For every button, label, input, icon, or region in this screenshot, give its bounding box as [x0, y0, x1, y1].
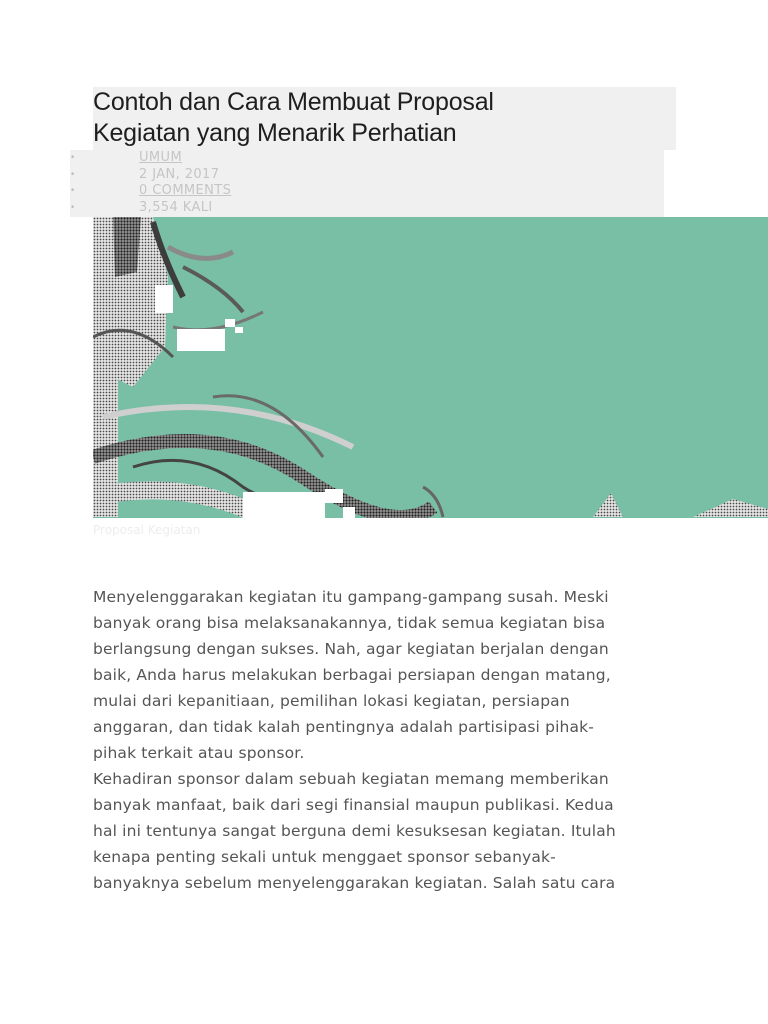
paragraph-line: anggaran, dan tidak kalah pentingnya adalah partisipasi pihak-	[93, 718, 595, 736]
image-caption: Proposal Kegiatan	[93, 523, 201, 537]
meta-item-comments	[70, 183, 664, 200]
article-title-block	[93, 87, 676, 150]
meta-item-category	[70, 150, 664, 167]
paragraph-line: banyak manfaat, baik dari segi finansial maupun publikasi. Kedua	[93, 796, 614, 814]
paragraph-line: pihak terkait atau sponsor.	[93, 744, 305, 762]
bullet-icon: •	[70, 153, 76, 163]
view-count: 3,554 KALI	[139, 200, 213, 216]
article-title	[93, 87, 676, 149]
paragraph-line: Kehadiran sponsor dalam sebuah kegiatan memang memberikan	[93, 770, 609, 788]
paragraph-line: mulai dari kepanitiaan, pemilihan lokasi kegiatan, persiapan	[93, 692, 570, 710]
paragraph-line: Menyelenggarakan kegiatan itu gampang-gampang susah. Meski	[93, 588, 609, 606]
meta-item-views	[70, 200, 664, 217]
comments-link[interactable]: 0 COMMENTS	[139, 183, 232, 199]
paragraph-line: berlangsung dengan sukses. Nah, agar kegiatan berjalan dengan	[93, 640, 609, 658]
article-meta	[70, 150, 664, 217]
paragraph-line: banyaknya sebelum menyelenggarakan kegiatan. Salah satu cara	[93, 874, 616, 892]
article-title-line: Contoh dan Cara Membuat Proposal	[93, 88, 494, 116]
featured-image-illustration	[93, 217, 768, 518]
paragraph-line: baik, Anda harus melakukan berbagai persiapan dengan matang,	[93, 666, 611, 684]
paragraph-line: kenapa penting sekali untuk menggaet sponsor sebanyak-	[93, 848, 556, 866]
meta-list	[70, 150, 664, 217]
meta-item-date	[70, 167, 664, 184]
bullet-icon: •	[70, 203, 76, 214]
paragraph-line: banyak orang bisa melaksanakannya, tidak semua kegiatan bisa	[93, 614, 606, 632]
article-body	[93, 584, 683, 896]
category-link[interactable]: UMUM	[139, 150, 183, 165]
bullet-icon: •	[70, 186, 76, 197]
paragraph-line: hal ini tentunya sangat berguna demi kesuksesan kegiatan. Itulah	[93, 822, 616, 840]
post-date: 2 JAN, 2017	[139, 166, 220, 182]
bullet-icon: •	[70, 169, 76, 180]
article-title-line: Kegiatan yang Menarik Perhatian	[93, 119, 457, 147]
featured-image	[93, 217, 768, 518]
